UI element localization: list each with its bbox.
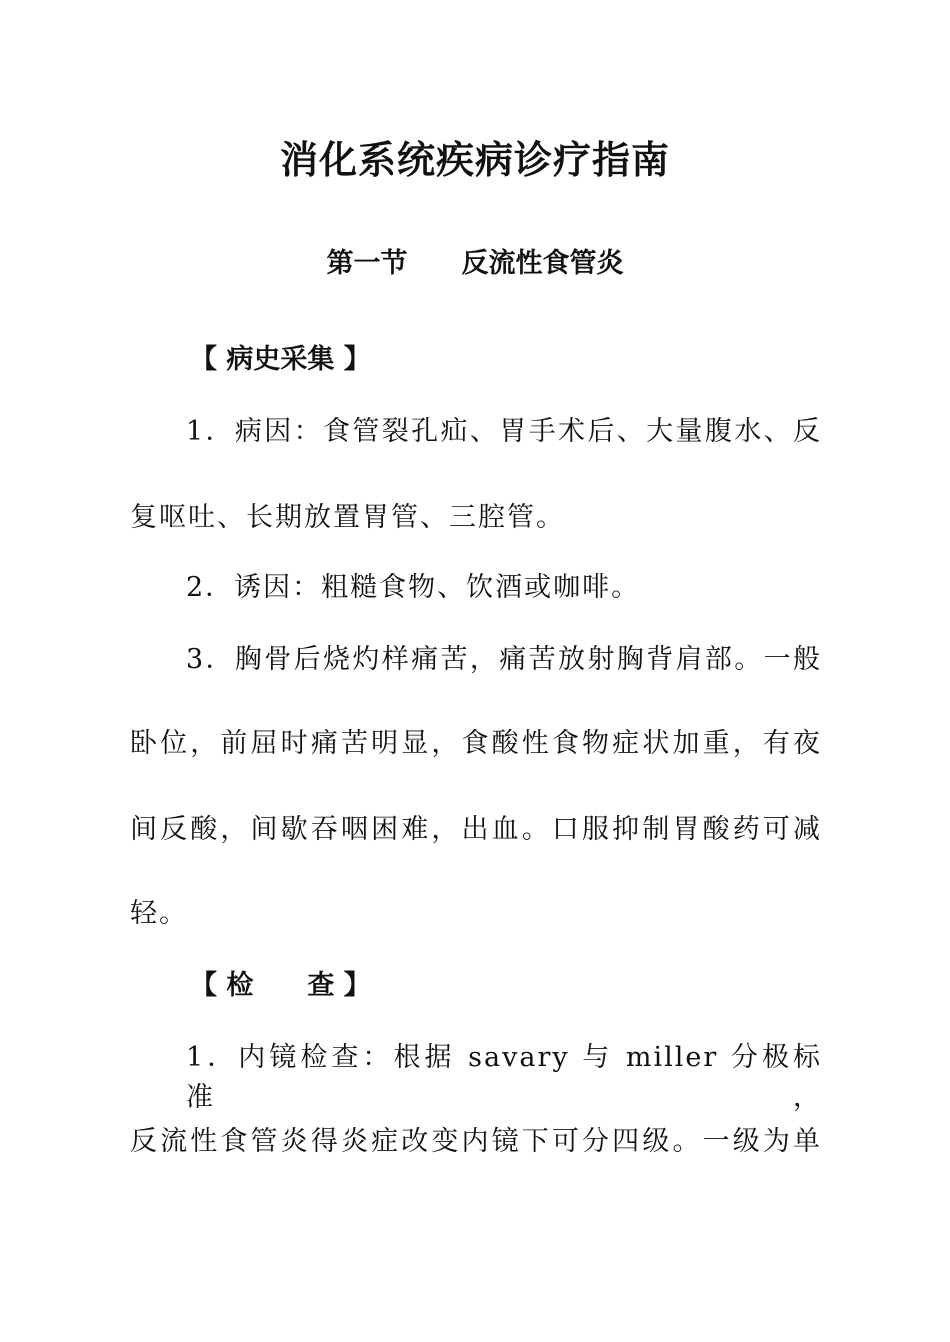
paragraph-line: 轻。 xyxy=(130,898,188,929)
paragraph-line: 3．胸骨后烧灼样痛苦，痛苦放射胸背肩部。一般 xyxy=(186,644,822,675)
paragraph-line: 反流性食管炎得炎症改变内镜下可分四级。一级为单 xyxy=(130,1126,822,1157)
paragraph-line: 1．病因：食管裂孔疝、胃手术后、大量腹水、反 xyxy=(186,416,822,447)
exam-heading: 【 检 查 】 xyxy=(190,970,371,1001)
paragraph-line: 卧位，前屈时痛苦明显，食酸性食物症状加重，有夜 xyxy=(130,728,822,759)
paragraph-line: 间反酸，间歇吞咽困难，出血。口服抑制胃酸药可减 xyxy=(130,814,822,845)
paragraph-line: 复呕吐、长期放置胃管、三腔管。 xyxy=(130,502,565,533)
paragraph-line: 1．内镜检查：根据 savary 与 miller 分极标准， xyxy=(186,1042,822,1113)
section-title: 第一节 反流性食管炎 xyxy=(326,248,624,279)
history-heading: 【 病史采集 】 xyxy=(190,344,371,375)
paragraph-line: 2．诱因：粗糙食物、饮酒或咖啡。 xyxy=(186,572,641,603)
document-title: 消化系统疾病诊疗指南 xyxy=(279,138,670,182)
